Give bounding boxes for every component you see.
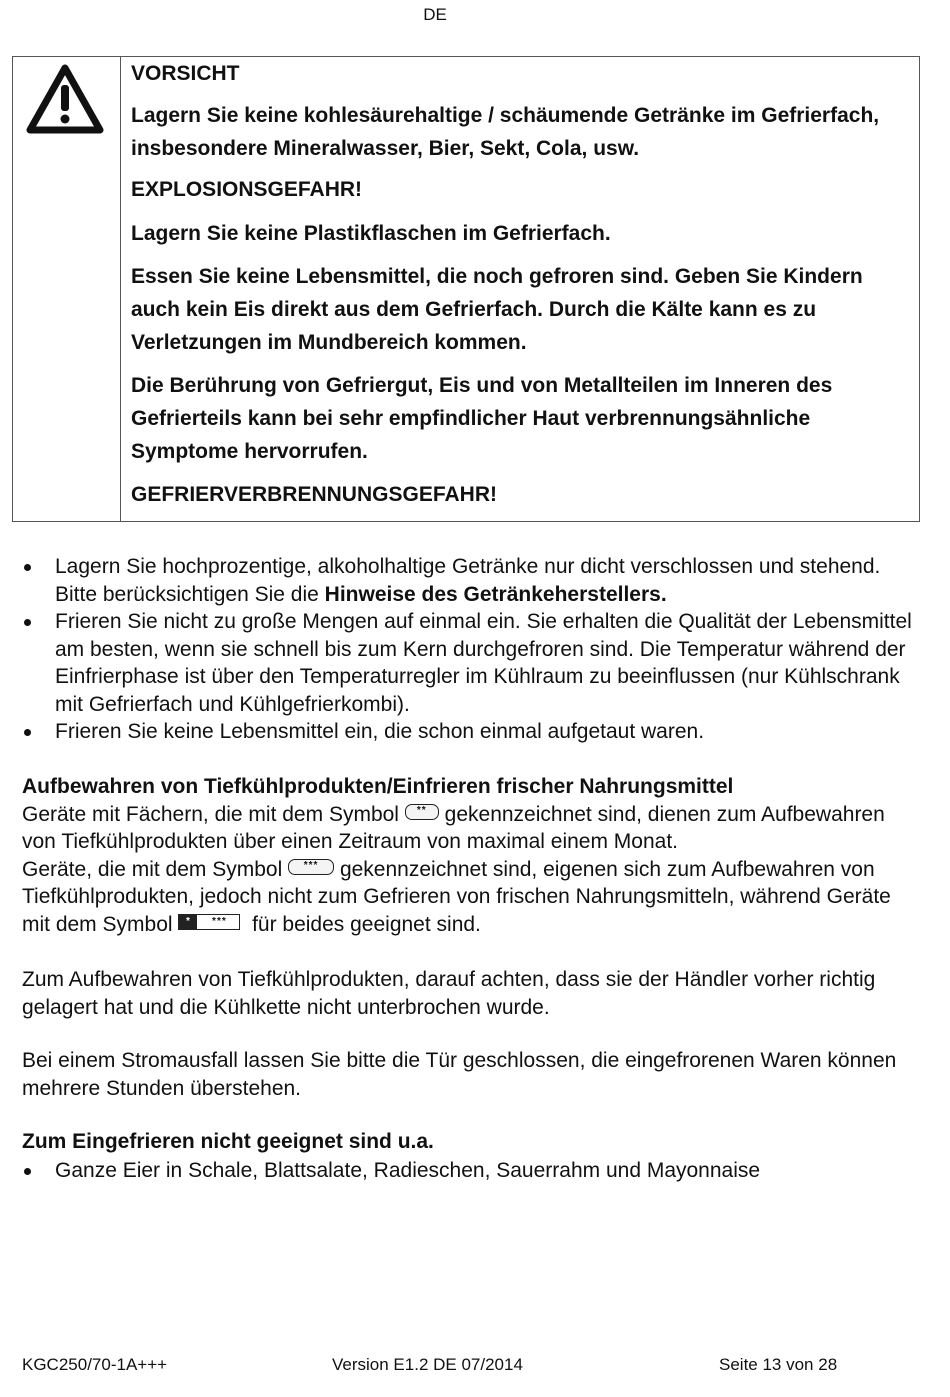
warning-line: Lagern Sie keine Plastikflaschen im Gefrierfach. [131,222,611,245]
language-label: DE [423,5,447,24]
storage-paragraph-3: Zum Aufbewahren von Tiefkühlprodukten, darauf achten, dass sie der Händler vorher richtig gelagert hat und die Kühlkette nicht unterbrochen wurde. [22,968,876,1019]
warning-line: Essen Sie keine Lebensmittel, die noch gefroren sind. Geben Sie Kindern auch kein Eis direkt aus dem Gefrierfach. Durch die Kälte kann es zu Verletzungen im Mundbereich kommen. [131,265,863,354]
bullet-icon [24,1168,31,1175]
four-star-symbol-icon [178,914,240,930]
three-star-symbol-icon: *** [288,859,334,875]
warning-line: Lagern Sie keine kohlesäurehaltige / schäumende Getränke im Gefrierfach, insbesondere Mineralwasser, Bier, Sekt, Cola, usw. [131,104,880,160]
list-item [22,553,922,608]
warning-box [12,56,920,522]
warning-icon-cell [13,57,121,521]
list-item [22,1157,922,1185]
warning-line: Die Berührung von Gefriergut, Eis und von Metallteilen im Inneren des Gefrierteils kann bei sehr empfindlicher Haut verbrennungsähnliche Symptome hervorrufen. [131,374,833,463]
storage-paragraph-4: Bei einem Stromausfall lassen Sie bitte die Tür geschlossen, die eingefrorenen Waren können mehrere Stunden überstehen. [22,1049,897,1100]
list-item [22,718,922,746]
not-suitable-heading: Zum Eingefrieren nicht geeignet sind u.a. [22,1130,434,1153]
list-item [22,608,922,718]
text: Geräte mit Fächern, die mit dem Symbol [22,802,399,826]
bullet-icon [24,619,31,626]
list-item-text: Frieren Sie keine Lebensmittel ein, die schon einmal aufgetaut waren. [55,720,705,743]
list-item-text: Ganze Eier in Schale, Blattsalate, Radieschen, Sauerrahm und Mayonnaise [55,1159,761,1182]
storage-paragraph-1 [22,801,922,856]
footer-page-number: Seite 13 von 28 [719,1355,838,1374]
footer-version: Version E1.2 DE 07/2014 [332,1355,523,1374]
warning-triangle-icon [25,63,105,135]
text: gekennzeichnet sind, dienen zum Aufbewahren von Tiefkühlprodukten über einen Zeitraum von maximal einem Monat. [22,802,885,853]
not-suitable-list [22,1157,922,1185]
list-item-text: Lagern Sie hochprozentige, alkoholhaltige Getränke nur dicht verschlossen und stehend. Bitte berücksichtigen Sie die [55,555,881,606]
list-item-text: Frieren Sie nicht zu große Mengen auf einmal ein. Sie erhalten die Qualität der Lebensmittel am besten, wenn sie schnell bis zum Kern durchgefroren sind. Die Temperatur während der Einfrierphase ist über den Temperaturregler im Kühlraum zu beeinflussen (nur Kühlschrank mit Gefrierfach und Kühlgefrierkombi). [55,610,912,716]
not-suitable-section [22,1128,922,1156]
storage-heading: Aufbewahren von Tiefkühlprodukten/Einfrieren frischer Nahrungsmittel [22,775,734,798]
text: Geräte, die mit dem Symbol [22,857,283,881]
four-star-small-stars: *** [212,915,227,927]
warning-line: GEFRIERVERBRENNUNGSGEFAHR! [131,483,497,506]
text: für beides geeignet sind. [252,912,481,936]
warning-title: VORSICHT [131,62,240,85]
bullet-icon [24,729,31,736]
footer-model: KGC250/70-1A+++ [22,1355,168,1374]
storage-paragraph-2 [22,856,922,939]
bullet-icon [24,564,31,571]
storage-section [22,773,922,938]
text: gekennzeichnet sind, eigenen sich zum Aufbewahren von Tiefkühlprodukten, jedoch nicht zum Gefrieren von frischen Nahrungsmitteln, während Geräte mit dem Symbol [22,857,891,936]
warning-line: EXPLOSIONSGEFAHR! [131,178,363,201]
four-star-big-star: * [179,915,197,929]
bullet-list [22,553,922,746]
two-star-symbol-icon: ** [405,804,439,820]
list-item-emphasis: Hinweise des Getränkeherstellers. [324,582,667,606]
